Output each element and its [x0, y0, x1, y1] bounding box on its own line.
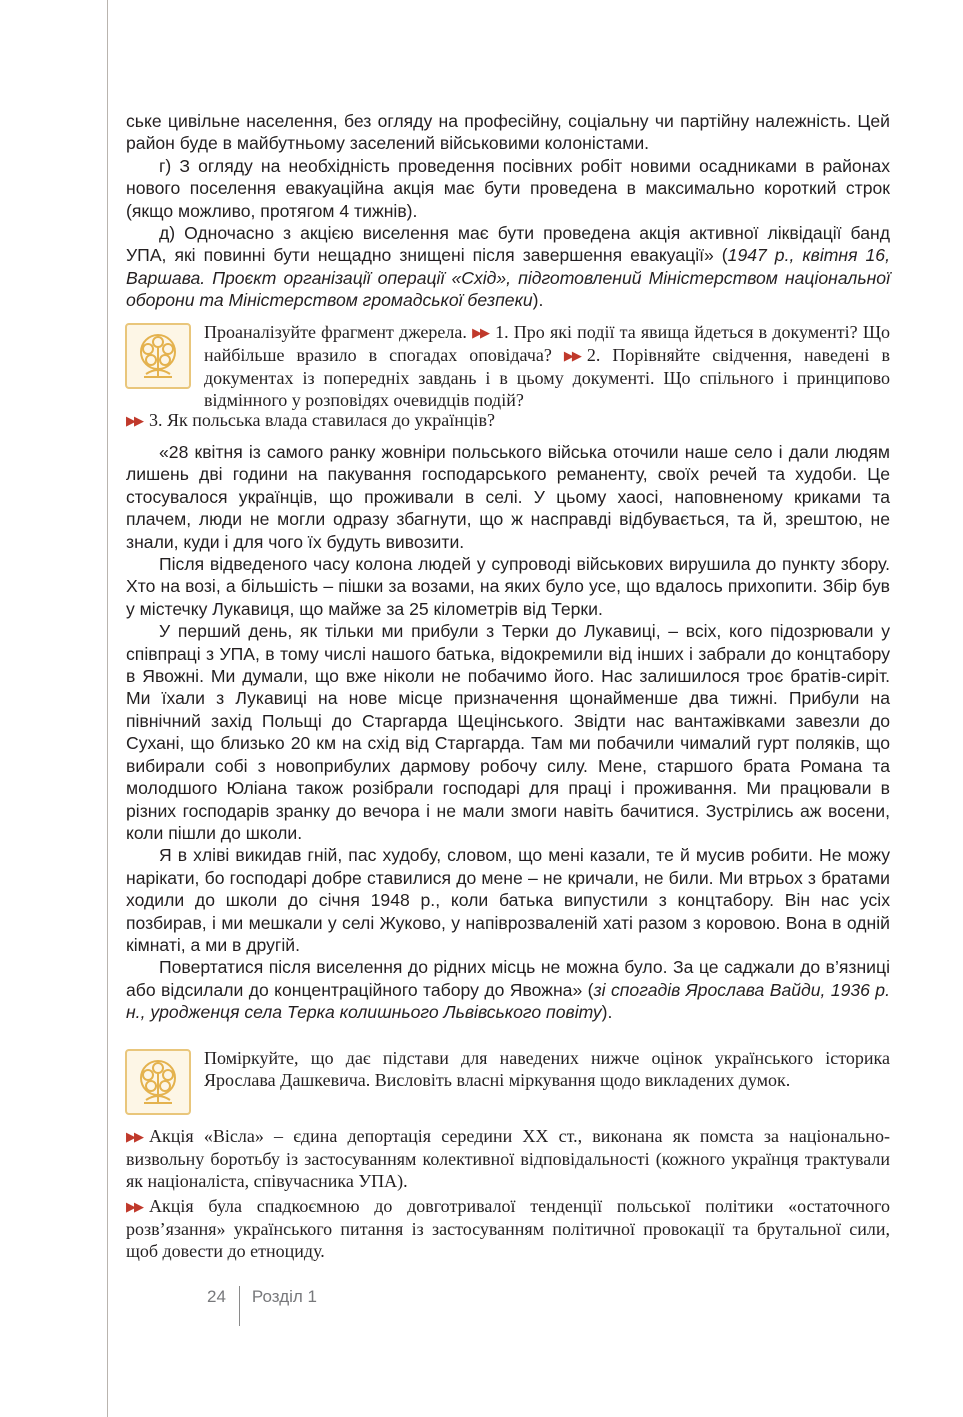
tree-of-life-icon	[125, 323, 191, 389]
assessment-item	[126, 1195, 890, 1262]
double-triangle-icon: ▶▶	[563, 348, 580, 363]
source-text: д) Одночасно з акцією виселення має бути проведена акція активної ліквідації банд УПА, які повинні бути нещадно знищені після завершення евакуації» (	[126, 223, 890, 266]
source-citation: 1947 р., квітня 16, Варшава. Проєкт організації операції «Схід», підготовлений Міністерством національної оборони та Міністерством громадської безпеки	[126, 245, 890, 311]
double-triangle-icon: ▶▶	[472, 325, 489, 340]
task-1-continued	[126, 409, 890, 432]
source-paragraph	[126, 222, 890, 312]
assessment-text	[126, 1125, 890, 1192]
memoir-closing: ).	[601, 1002, 613, 1023]
section-label: Розділ 1	[251, 1287, 317, 1306]
task-1-text	[204, 321, 890, 411]
double-triangle-icon: ▶▶	[126, 413, 142, 428]
task-1-line	[126, 409, 890, 432]
page-footer	[207, 1286, 317, 1326]
source-block	[126, 110, 890, 312]
memoir-paragraph	[126, 956, 890, 1023]
memoir-paragraph: Я в хліві викидав гній, пас худобу, словом, що мені казали, те й мусив робити. Не можу нарікати, бо господарі добре ставилися до мене – не кричали, не били. Ми втрьох з братами ходили до школи до січня 1948 р., коли батька випустили з концтабору. Він нас усіх позбирав, і ми мешкали у селі Жуково, у напіврозваленій хаті разом з коровою. Вона в одній кімнаті, а ми в другій.	[126, 845, 890, 955]
memoir-block	[126, 441, 890, 1024]
double-triangle-icon: ▶▶	[126, 1129, 142, 1144]
assessment-text	[126, 1195, 890, 1262]
margin-rule	[107, 0, 108, 1417]
task-1-question-1: 1. Про які події та явища йдеться в документі? Що найбільше вразило в спогадах оповідача?	[204, 322, 891, 365]
task-2	[204, 1047, 890, 1091]
source-paragraph: г) З огляду на необхідність проведення посівних робіт новими осадниками в районах нового поселення евакуаційна акція має бути проведена в максимально короткий строк (якщо можливо, протягом 4 тижнів).	[126, 155, 890, 221]
memoir-citation: зі спогадів Ярослава Вайди, 1936 р. н., уродженця села Терка колишнього Львівського повіту	[126, 979, 890, 1023]
memoir-paragraph: У перший день, як тільки ми прибули з Терки до Лукавиці, – всіх, кого підозрювали у співпраці з УПА, в тому числі нашого батька, відокремили від інших і забрали до концтабору в Явожні. Ми думали, що вже ніколи не побачимо його. Нас залишилося троє братів-сиріт. Ми їхали з Лукавиці на нове місце призначення щонайменше два тижні. Прибули на північний захід Польщі до Старгарда Щецінського. Звідти нас вантажівками завезли до Сухані, що близько 20 км на схід від Старгарда. Там ми побачили чималий гурт поляків, що вибирали собі з новоприбулих дармову робочу силу. Мене, старшого брата Романа та молодшого Юліана також розібрали господарі для праці і проживання. Ми працювали в різних господарів зранку до вечора і не мали змоги навіть бачитися. Зустрілись аж восени, коли пішли до школи.	[126, 621, 890, 843]
task-1-question-3: 3. Як польська влада ставилася до українців?	[149, 410, 495, 430]
memoir-paragraph: «28 квітня із самого ранку жовніри польського війська оточили наше село і дали людям лишень дві години на пакування господарського реманенту, своїх речей та худоби. Це стосувалося українців, що проживали в селі. У цьому хаосі, наповненому криками та плачем, люди не могли одразу збагнути, що ж насправді відбувається, та й, зрештою, не знали, куди і для чого їх будуть вивозити.	[126, 442, 890, 552]
assessment-text-2: Акція була спадкоємною до довготривалої тенденції польської політики «остаточного розв’язання» українського питання із застосуванням політичної провокації та брутальної сили, щоб довести до етноциду.	[126, 1196, 890, 1261]
source-closing: ).	[532, 290, 544, 311]
assessment-text-1: Акція «Вісла» – єдина депортація середини ХХ ст., виконана як помста за національно-визвольну боротьбу із застосуванням колективної відповідальності (кожного українця трактували як націоналіста, співучасника УПА).	[126, 1126, 890, 1191]
task-1	[204, 321, 890, 411]
task-1-question-2: 2. Порівняйте свідчення, наведені в документах із попередніх завдань і в цьому документі. Що спільного і принципово відмінного у розповідях очевидців подій?	[204, 345, 890, 410]
double-triangle-icon: ▶▶	[126, 1199, 142, 1214]
source-paragraph: ське цивільне населення, без огляду на професійну, соціальну чи партійну належність. Цей район буде в майбутньому заселений військовими колоністами.	[126, 111, 890, 154]
memoir-text: Повертатися після виселення до рідних місць не можна було. За це саджали до в’язниці або відсилали до концентраційного табору до Явожна» (	[126, 957, 890, 1000]
tree-of-life-icon	[125, 1049, 191, 1115]
task-2-text: Поміркуйте, що дає підстави для наведених нижче оцінок українського історика Ярослава Дашкевича. Висловіть власні міркування щодо викладених думок.	[204, 1048, 890, 1090]
memoir-paragraph: Після відведеного часу колона людей у супроводі військових вирушила до пункту збору. Хто на возі, а більшість – пішки за возами, на яких було усе, що вдалось прихопити. Збір був у містечку Лукавиця, що майже за 25 кілометрів від Терки.	[126, 554, 890, 619]
task-1-intro: Проаналізуйте фрагмент джерела.	[204, 322, 467, 342]
assessment-item	[126, 1125, 890, 1192]
page-number: 24	[207, 1287, 226, 1306]
